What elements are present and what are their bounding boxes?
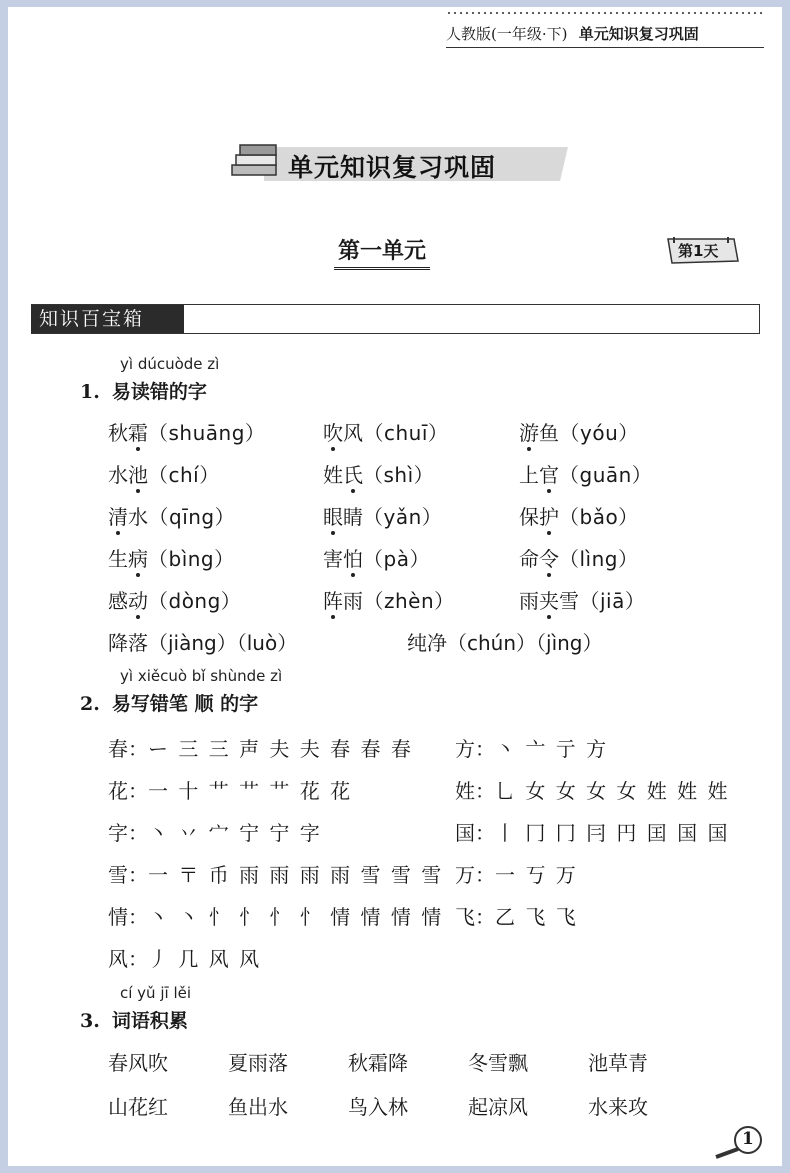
- stroke-row: 字：丶 丷 宀 宁 宁 字: [108, 821, 322, 845]
- s1-item: 水池（chí）: [108, 463, 220, 487]
- s1-item: 感动（dòng）: [108, 589, 242, 613]
- s3-title: 词语积累: [111, 1010, 188, 1032]
- section-label: 知识百宝箱: [31, 305, 184, 333]
- stroke-row: 春：ー 三 三 声 夫 夫 春 春 春: [108, 737, 413, 761]
- page: [8, 7, 782, 1166]
- page-number: [712, 1123, 772, 1163]
- word-item: 起凉风: [468, 1095, 528, 1119]
- header-title: 单元知识复习巩固: [578, 25, 699, 43]
- s3-number: 3.: [80, 1010, 100, 1032]
- s1-item: 害怕（pà）: [323, 547, 430, 571]
- s1-number: 1.: [80, 381, 100, 403]
- word-item: 水来攻: [588, 1095, 648, 1119]
- word-item: 冬雪飘: [468, 1051, 528, 1075]
- s2-number: 2.: [80, 693, 100, 715]
- title-banner: [230, 141, 570, 185]
- unit-title: 第一单元: [334, 234, 430, 270]
- header-dots: [446, 11, 764, 15]
- day-label: 第1天: [678, 242, 719, 260]
- s1-heading: [80, 377, 207, 404]
- s1-title: 易读错的字: [111, 381, 207, 403]
- s1-pinyin: yì dúcuòde zì: [120, 355, 220, 373]
- word-item: 夏雨落: [228, 1051, 288, 1075]
- s1-item: 阵雨（zhèn）: [323, 589, 455, 613]
- s1-item-last-a: 降落（jiàng）（luò）: [108, 631, 298, 655]
- stroke-row: 花：一 十 艹 艹 艹 花 花: [108, 779, 353, 803]
- stroke-row: 雪：一 〒 币 雨 雨 雨 雨 雪 雪 雪: [108, 863, 444, 887]
- stroke-row: 姓：乚 女 女 女 女 姓 姓 姓: [455, 779, 730, 803]
- s1-item: 秋霜（shuāng）: [108, 421, 266, 445]
- stroke-row: 方：丶 亠 亍 方: [455, 737, 609, 761]
- day-tag: [664, 235, 740, 265]
- s1-item: 生病（bìng）: [108, 547, 235, 571]
- s2-heading: [80, 689, 258, 716]
- s1-item: 雨夹雪（jiā）: [519, 589, 646, 613]
- word-item: 池草青: [588, 1051, 648, 1075]
- stroke-row: 飞：乙 飞 飞: [455, 905, 578, 929]
- s1-item: 保护（bǎo）: [519, 505, 639, 529]
- books-icon: [232, 145, 276, 175]
- s1-item: 游鱼（yóu）: [519, 421, 639, 445]
- s1-item: 清水（qīng）: [108, 505, 236, 529]
- running-header: [446, 23, 764, 48]
- s1-item: 命令（lìng）: [519, 547, 639, 571]
- word-item: 鸟入林: [348, 1095, 408, 1119]
- s2-title: 易写错笔 顺 的字: [111, 693, 259, 715]
- s1-item: 姓氏（shì）: [323, 463, 435, 487]
- header-grade: 人教版(一年级·下): [446, 25, 568, 43]
- stroke-row: 情：丶 丶 忄 忄 忄 忄 情 情 情 情: [108, 905, 444, 929]
- s2-pinyin: yì xiěcuò bǐ shùnde zì: [120, 667, 283, 685]
- section-bar: [31, 304, 760, 334]
- stroke-row: 风：丿 几 风 风: [108, 947, 262, 971]
- word-item: 鱼出水: [228, 1095, 288, 1119]
- s1-item: 上官（guān）: [519, 463, 653, 487]
- word-item: 山花红: [108, 1095, 168, 1119]
- s1-item: 眼睛（yǎn）: [323, 505, 443, 529]
- s1-item-last-b: 纯净（chún）（jìng）: [407, 631, 603, 655]
- s3-heading: [80, 1006, 188, 1033]
- s1-item: 吹风（chuī）: [323, 421, 449, 445]
- banner-title: 单元知识复习巩固: [288, 153, 497, 182]
- word-item: 秋霜降: [348, 1051, 408, 1075]
- word-item: 春风吹: [108, 1051, 168, 1075]
- stroke-row: 万：一 丂 万: [455, 863, 578, 887]
- s3-pinyin: cí yǔ jī lěi: [120, 984, 192, 1002]
- page-number-text: 1: [742, 1129, 754, 1149]
- stroke-row: 国：丨 冂 冂 冃 円 囯 国 国: [455, 821, 730, 845]
